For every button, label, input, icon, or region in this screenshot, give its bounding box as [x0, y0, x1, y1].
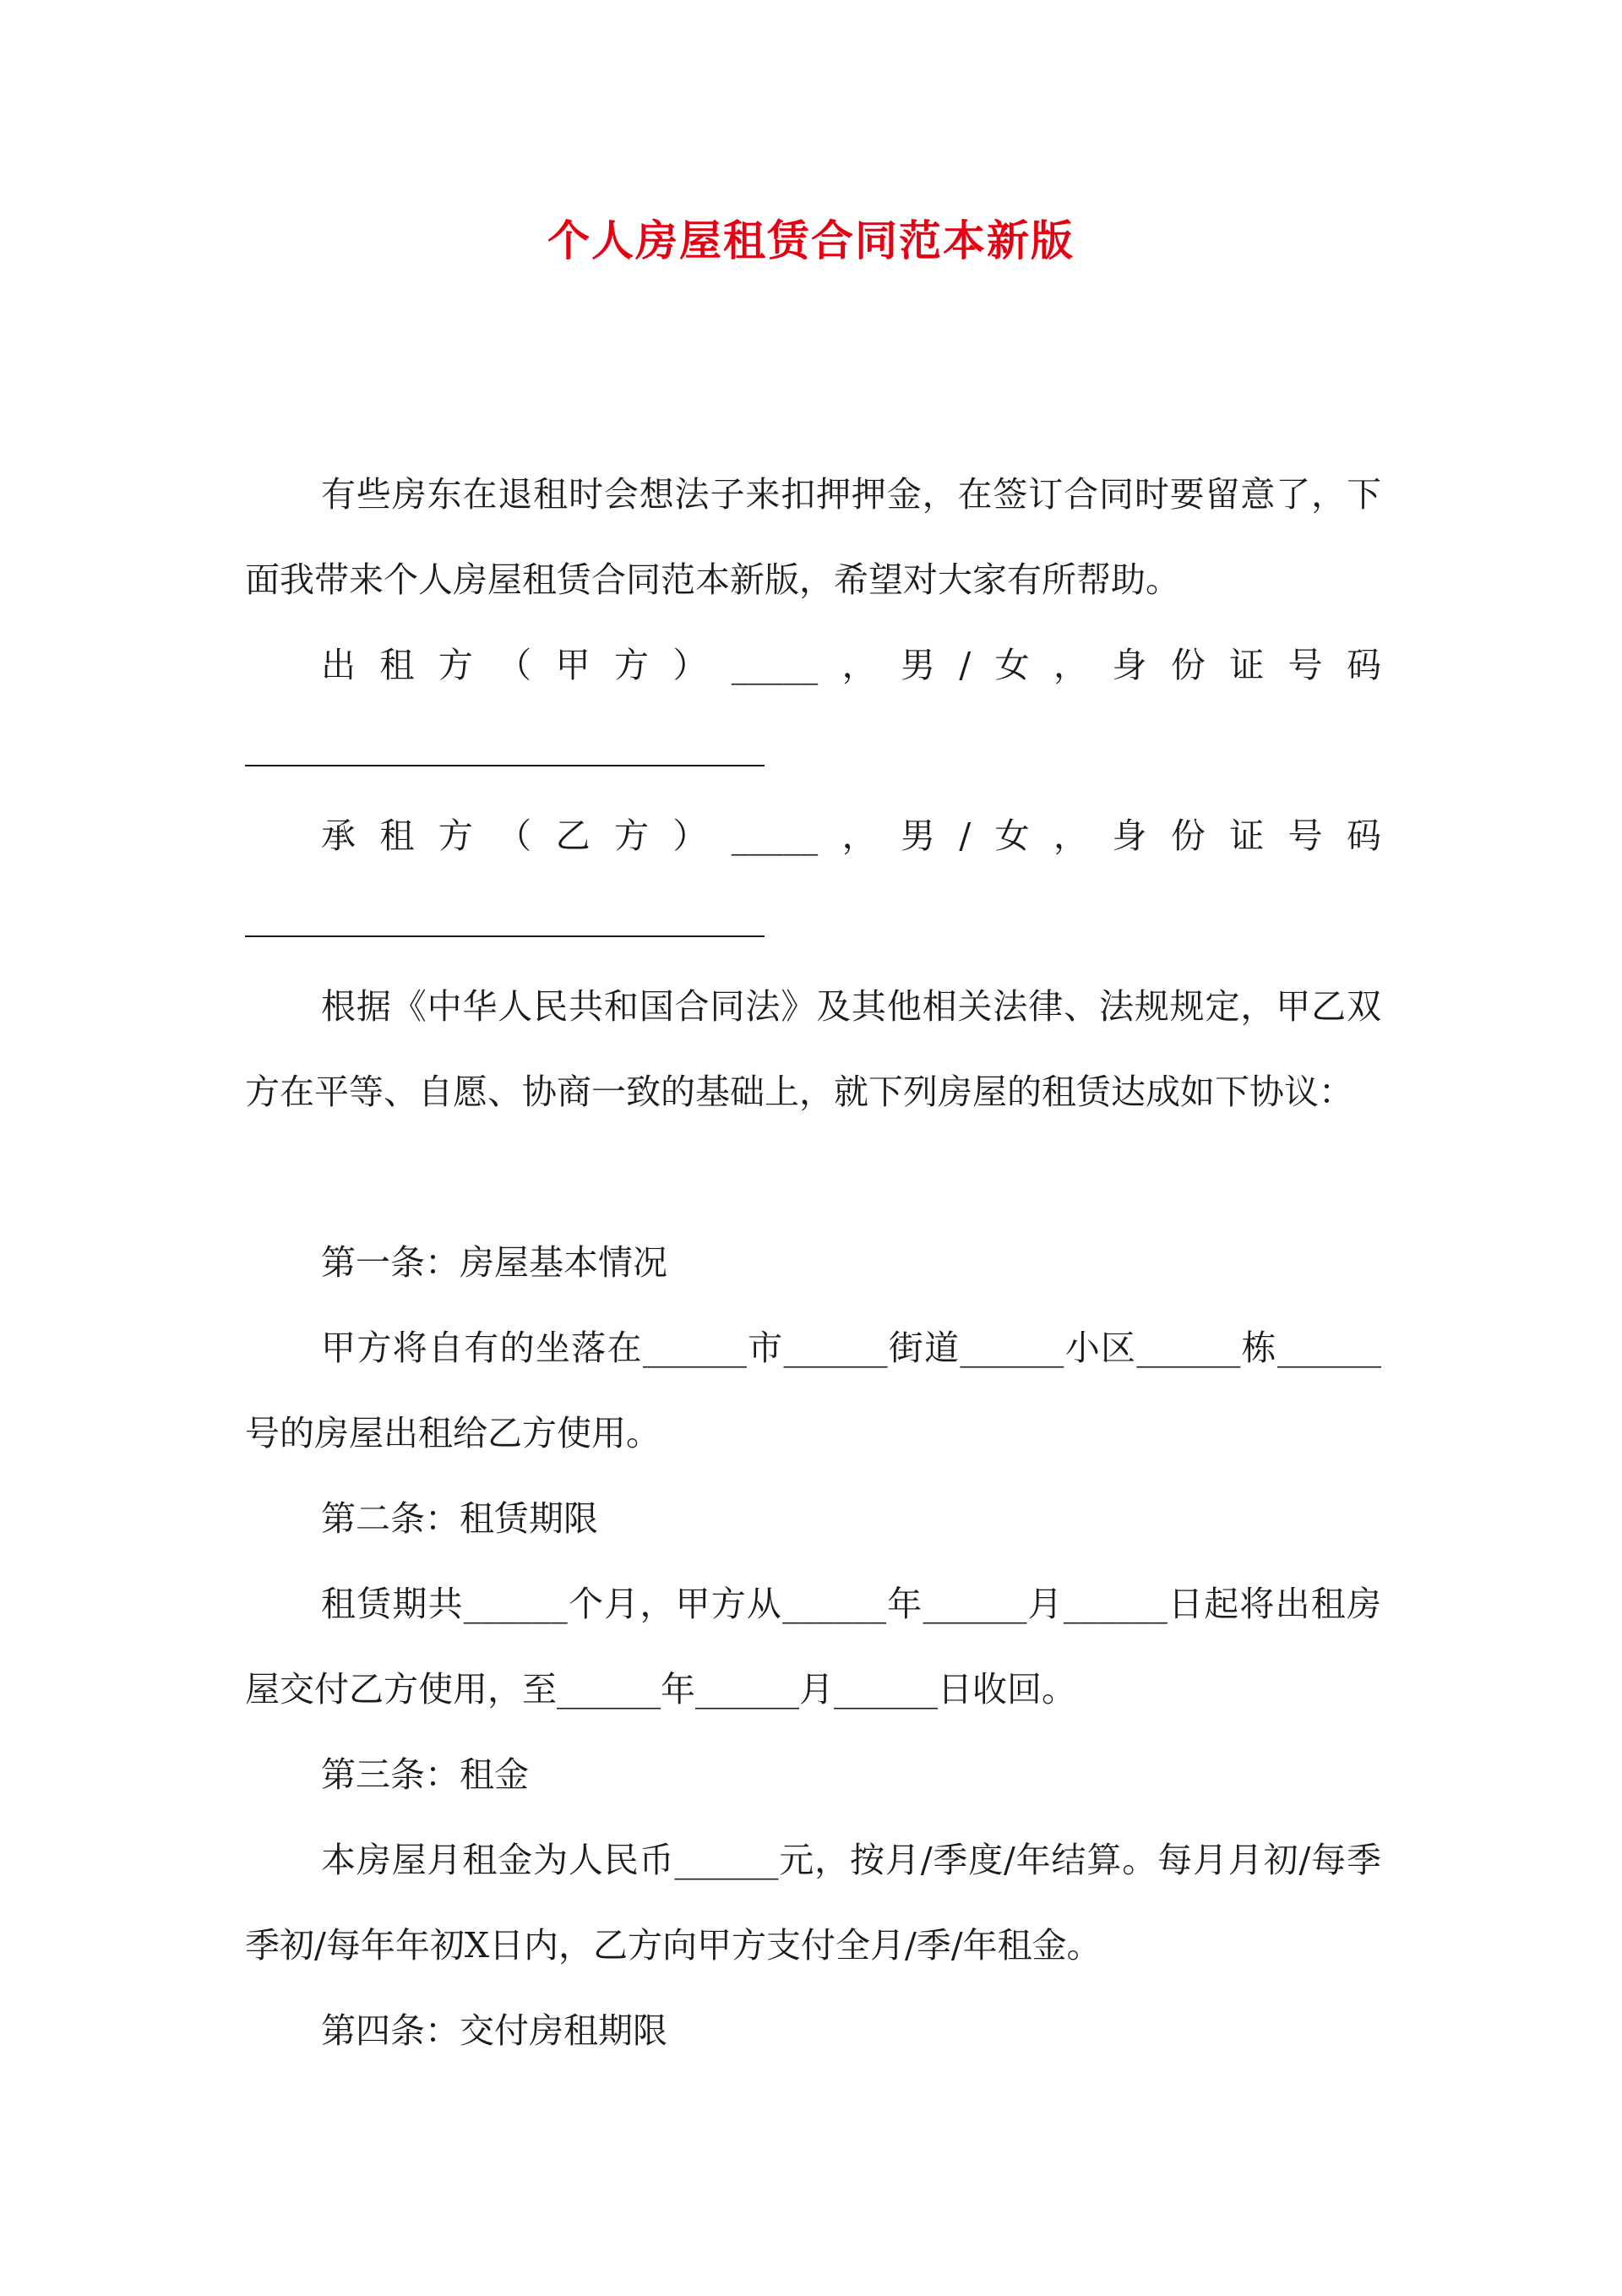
article1-heading: 第一条：房屋基本情况 — [321, 1242, 667, 1283]
intro-paragraph: 有些房东在退租时会想法子来扣押押金，在签订合同时要留意了，下面我带来个人房屋租赁合同范本新版，希望对大家有所帮助。 — [245, 474, 1381, 600]
lessor-line: 出租方（甲方）_____，男/女，身份证号码 — [321, 645, 1381, 685]
article3-text: 本房屋月租金为人民币______元，按月/季度/年结算。每月月初/每季季初/每年年初X日内，乙方向甲方支付全月/季/年租金。 — [245, 1840, 1381, 1966]
document-title: 个人房屋租赁合同范本新版 — [547, 215, 1075, 265]
article1-text: 甲方将自有的坐落在______市______街道______小区______栋______号的房屋出租给乙方使用。 — [245, 1328, 1381, 1453]
basis-paragraph: 根据《中华人民共和国合同法》及其他相关法律、法规规定，甲乙双方在平等、自愿、协商一致的基础上，就下列房屋的租赁达成如下协议： — [245, 986, 1381, 1112]
article4-heading: 第四条：交付房租期限 — [321, 2010, 667, 2051]
article2-heading: 第二条：租赁期限 — [321, 1498, 598, 1539]
article3-heading: 第三条：租金 — [321, 1754, 529, 1795]
lessee-line: 承租方（乙方）_____，男/女，身份证号码 — [321, 815, 1381, 856]
article2-text: 租赁期共______个月，甲方从______年______月______日起将出租房屋交付乙方使用，至______年______月______日收回。 — [245, 1584, 1381, 1710]
lessee-id-blank — [245, 935, 765, 937]
lessor-id-blank — [245, 765, 765, 766]
